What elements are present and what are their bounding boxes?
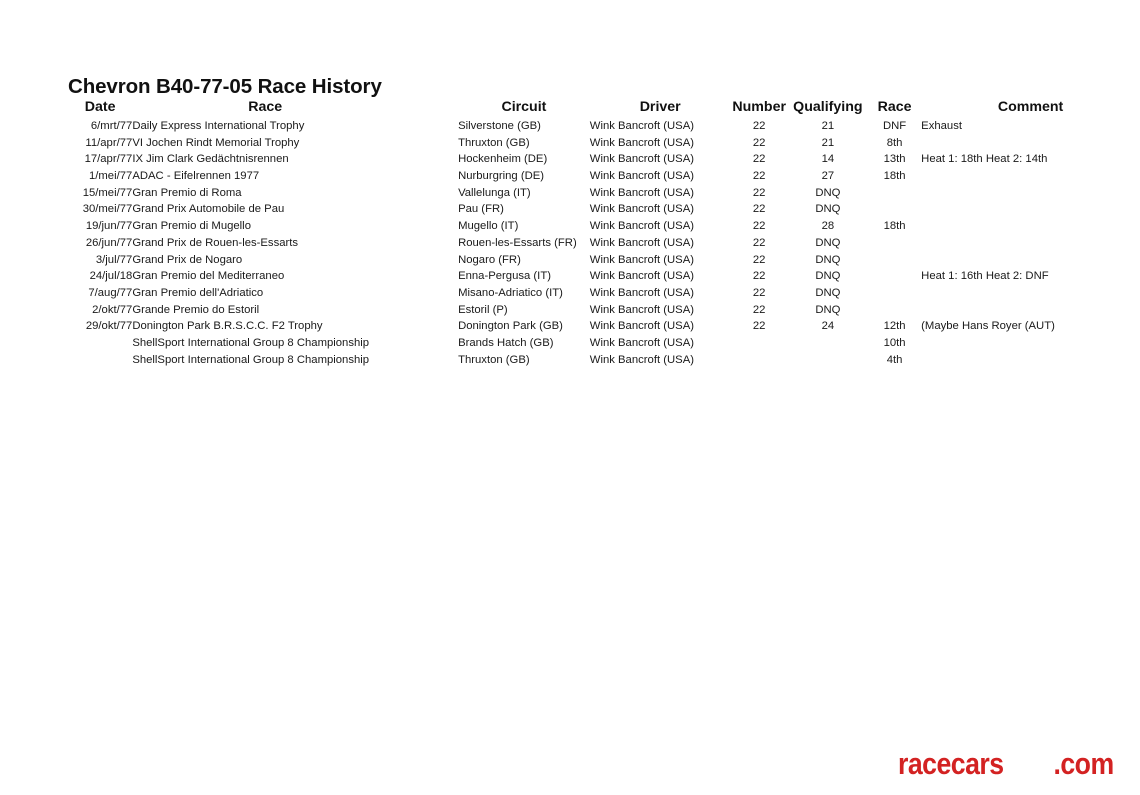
cell-circuit: Enna-Pergusa (IT) — [458, 270, 551, 283]
cell-driver: Wink Bancroft (USA) — [589, 170, 694, 183]
cell-result: 12th — [883, 320, 906, 333]
cell-circuit: Hockenheim (DE) — [458, 153, 548, 166]
logo-wordmark: racecars — [898, 746, 1004, 781]
cell-comment — [921, 138, 1140, 155]
cell-number — [731, 355, 788, 372]
cell-driver: Wink Bancroft (USA) — [589, 203, 694, 216]
table-row — [68, 221, 1140, 238]
column-header-qualifying: Qualifying — [793, 99, 863, 115]
cell-driver: Wink Bancroft (USA) — [589, 303, 694, 316]
cell-driver: Wink Bancroft (USA) — [589, 253, 694, 266]
table-row — [68, 171, 1140, 188]
cell-circuit: Thruxton (GB) — [458, 136, 530, 149]
logo-tld: .com — [1053, 746, 1114, 781]
cell-result — [868, 305, 921, 322]
cell-comment: Exhaust — [921, 120, 962, 132]
table-row — [68, 204, 1140, 221]
table-row — [68, 255, 1140, 272]
cell-date — [68, 338, 132, 355]
cell-comment: Heat 1: 16th Heat 2: DNF — [921, 270, 1049, 283]
cell-race: Grand Prix de Nogaro — [132, 253, 243, 266]
cell-driver: Wink Bancroft (USA) — [589, 136, 694, 149]
cell-driver: Wink Bancroft (USA) — [589, 220, 694, 233]
cell-circuit: Nurburgring (DE) — [458, 170, 545, 183]
cell-qual: DNQ — [815, 253, 841, 266]
cell-driver: Wink Bancroft (USA) — [589, 353, 694, 366]
cell-circuit: Mugello (IT) — [458, 220, 519, 233]
cell-number: 22 — [752, 186, 766, 199]
cell-race: ShellSport International Group 8 Championship — [132, 353, 370, 366]
cell-race: Grand Prix de Rouen-les-Essarts — [132, 236, 299, 249]
cell-driver: Wink Bancroft (USA) — [589, 320, 694, 333]
cell-number: 22 — [752, 170, 766, 183]
cell-result: 13th — [883, 153, 906, 166]
cell-qual — [788, 355, 868, 372]
racecars-logo — [898, 748, 1114, 779]
cell-race: Gran Premio di Roma — [132, 186, 242, 199]
cell-qual: DNQ — [815, 236, 841, 249]
cell-result — [868, 255, 921, 272]
cell-race: IX Jim Clark Gedächtnisrennen — [132, 153, 289, 166]
cell-result: 18th — [883, 220, 906, 233]
table-row — [68, 154, 1140, 171]
cell-driver: Wink Bancroft (USA) — [589, 153, 694, 166]
cell-qual: DNQ — [815, 303, 841, 316]
cell-qual: DNQ — [815, 203, 841, 216]
cell-race: Gran Premio del Mediterraneo — [132, 270, 285, 283]
cell-race: Grande Premio do Estoril — [132, 303, 260, 316]
cell-race: Gran Premio dell'Adriatico — [132, 286, 264, 299]
cell-circuit: Brands Hatch (GB) — [458, 336, 554, 349]
cell-comment — [921, 338, 1140, 355]
cell-date: 3/jul/77 — [95, 253, 133, 266]
cell-qual: DNQ — [815, 270, 841, 283]
cell-date: 30/mei/77 — [82, 203, 133, 216]
table-row — [68, 288, 1140, 305]
cell-date: 29/okt/77 — [85, 320, 133, 333]
cell-number: 22 — [752, 286, 766, 299]
cell-number: 22 — [752, 220, 766, 233]
cell-comment — [921, 171, 1140, 188]
cell-comment — [921, 305, 1140, 322]
cell-date: 17/apr/77 — [84, 153, 133, 166]
column-header-race-result: Race — [877, 99, 912, 115]
table-row — [68, 355, 1140, 372]
cell-race: Gran Premio di Mugello — [132, 220, 251, 233]
cell-number: 22 — [752, 236, 766, 249]
page-title: Chevron B40-77-05 Race History — [68, 75, 382, 98]
column-header-driver: Driver — [639, 99, 681, 115]
cell-result: 10th — [883, 336, 906, 349]
cell-comment — [921, 221, 1140, 238]
cell-number — [731, 338, 788, 355]
table-body — [68, 121, 1140, 371]
cell-result — [868, 188, 921, 205]
cell-comment — [921, 204, 1140, 221]
cell-date: 7/aug/77 — [88, 286, 133, 299]
table-row — [68, 188, 1140, 205]
table-row — [68, 238, 1140, 255]
cell-comment — [921, 255, 1140, 272]
cell-qual: 14 — [821, 153, 835, 166]
cell-result: 8th — [886, 136, 903, 149]
table-row — [68, 305, 1140, 322]
cell-date: 6/mrt/77 — [90, 120, 133, 132]
table-row — [68, 271, 1140, 288]
column-header-number: Number — [732, 99, 786, 115]
cell-race: Donington Park B.R.S.C.C. F2 Trophy — [132, 320, 323, 333]
cell-race: Grand Prix Automobile de Pau — [132, 203, 285, 216]
cell-circuit: Thruxton (GB) — [458, 353, 530, 366]
table-row — [68, 138, 1140, 155]
column-header-date: Date — [84, 99, 116, 115]
cell-comment — [921, 238, 1140, 255]
cell-date: 2/okt/77 — [92, 303, 133, 316]
cell-comment: Heat 1: 18th Heat 2: 14th — [921, 153, 1048, 166]
column-header-race: Race — [248, 99, 283, 115]
cell-comment — [921, 188, 1140, 205]
table-row — [68, 338, 1140, 355]
cell-date: 1/mei/77 — [88, 170, 133, 183]
cell-date: 15/mei/77 — [82, 186, 133, 199]
cell-result — [868, 288, 921, 305]
cell-driver: Wink Bancroft (USA) — [589, 236, 694, 249]
cell-qual: 24 — [821, 320, 835, 333]
cell-circuit: Pau (FR) — [458, 203, 504, 216]
cell-circuit: Nogaro (FR) — [458, 253, 521, 266]
column-header-comment: Comment — [997, 99, 1064, 115]
cell-qual: DNQ — [815, 286, 841, 299]
table-row — [68, 121, 1140, 138]
cell-number: 22 — [752, 320, 766, 333]
cell-driver: Wink Bancroft (USA) — [589, 286, 694, 299]
cell-result — [868, 238, 921, 255]
cell-circuit: Silverstone (GB) — [458, 120, 541, 132]
cell-race: ADAC - Eifelrennen 1977 — [132, 170, 260, 183]
cell-result: 4th — [886, 353, 903, 366]
cell-result — [868, 271, 921, 288]
column-header-circuit: Circuit — [501, 99, 547, 115]
cell-race: ShellSport International Group 8 Championship — [132, 336, 370, 349]
cell-number: 22 — [752, 153, 766, 166]
cell-driver: Wink Bancroft (USA) — [589, 120, 694, 132]
cell-date — [68, 355, 132, 372]
cell-driver: Wink Bancroft (USA) — [589, 270, 694, 283]
cell-circuit: Misano-Adriatico (IT) — [458, 286, 563, 299]
cell-number: 22 — [752, 303, 766, 316]
cell-number: 22 — [752, 203, 766, 216]
cell-circuit: Estoril (P) — [458, 303, 508, 316]
cell-number: 22 — [752, 253, 766, 266]
cell-race: VI Jochen Rindt Memorial Trophy — [132, 136, 300, 149]
cell-circuit: Vallelunga (IT) — [458, 186, 531, 199]
cell-date: 26/jun/77 — [85, 236, 133, 249]
cell-comment — [921, 288, 1140, 305]
cell-number: 22 — [752, 136, 766, 149]
cell-qual — [788, 338, 868, 355]
cell-qual: 21 — [821, 136, 835, 149]
cell-date: 24/jul/18 — [89, 270, 133, 283]
table-row — [68, 321, 1140, 338]
race-history-table — [68, 100, 1140, 371]
cell-comment: (Maybe Hans Royer (AUT) — [921, 320, 1055, 333]
cell-driver: Wink Bancroft (USA) — [589, 336, 694, 349]
cell-qual: DNQ — [815, 186, 841, 199]
cell-number: 22 — [752, 270, 766, 283]
cell-circuit: Rouen-les-Essarts (FR) — [458, 236, 577, 249]
cell-result — [868, 204, 921, 221]
cell-driver: Wink Bancroft (USA) — [589, 186, 694, 199]
cell-date: 11/apr/77 — [85, 136, 133, 149]
cell-qual: 27 — [821, 170, 835, 183]
cell-result: 18th — [883, 170, 906, 183]
cell-qual: 21 — [821, 120, 835, 132]
cell-comment — [921, 355, 1140, 372]
cell-circuit: Donington Park (GB) — [458, 320, 563, 333]
cell-result: DNF — [882, 120, 907, 132]
cell-race: Daily Express International Trophy — [132, 120, 305, 132]
cell-qual: 28 — [821, 220, 835, 233]
cell-date: 19/jun/77 — [85, 220, 133, 233]
cell-number: 22 — [752, 120, 766, 132]
table-header — [68, 100, 1140, 121]
table-header-row — [68, 100, 1140, 121]
